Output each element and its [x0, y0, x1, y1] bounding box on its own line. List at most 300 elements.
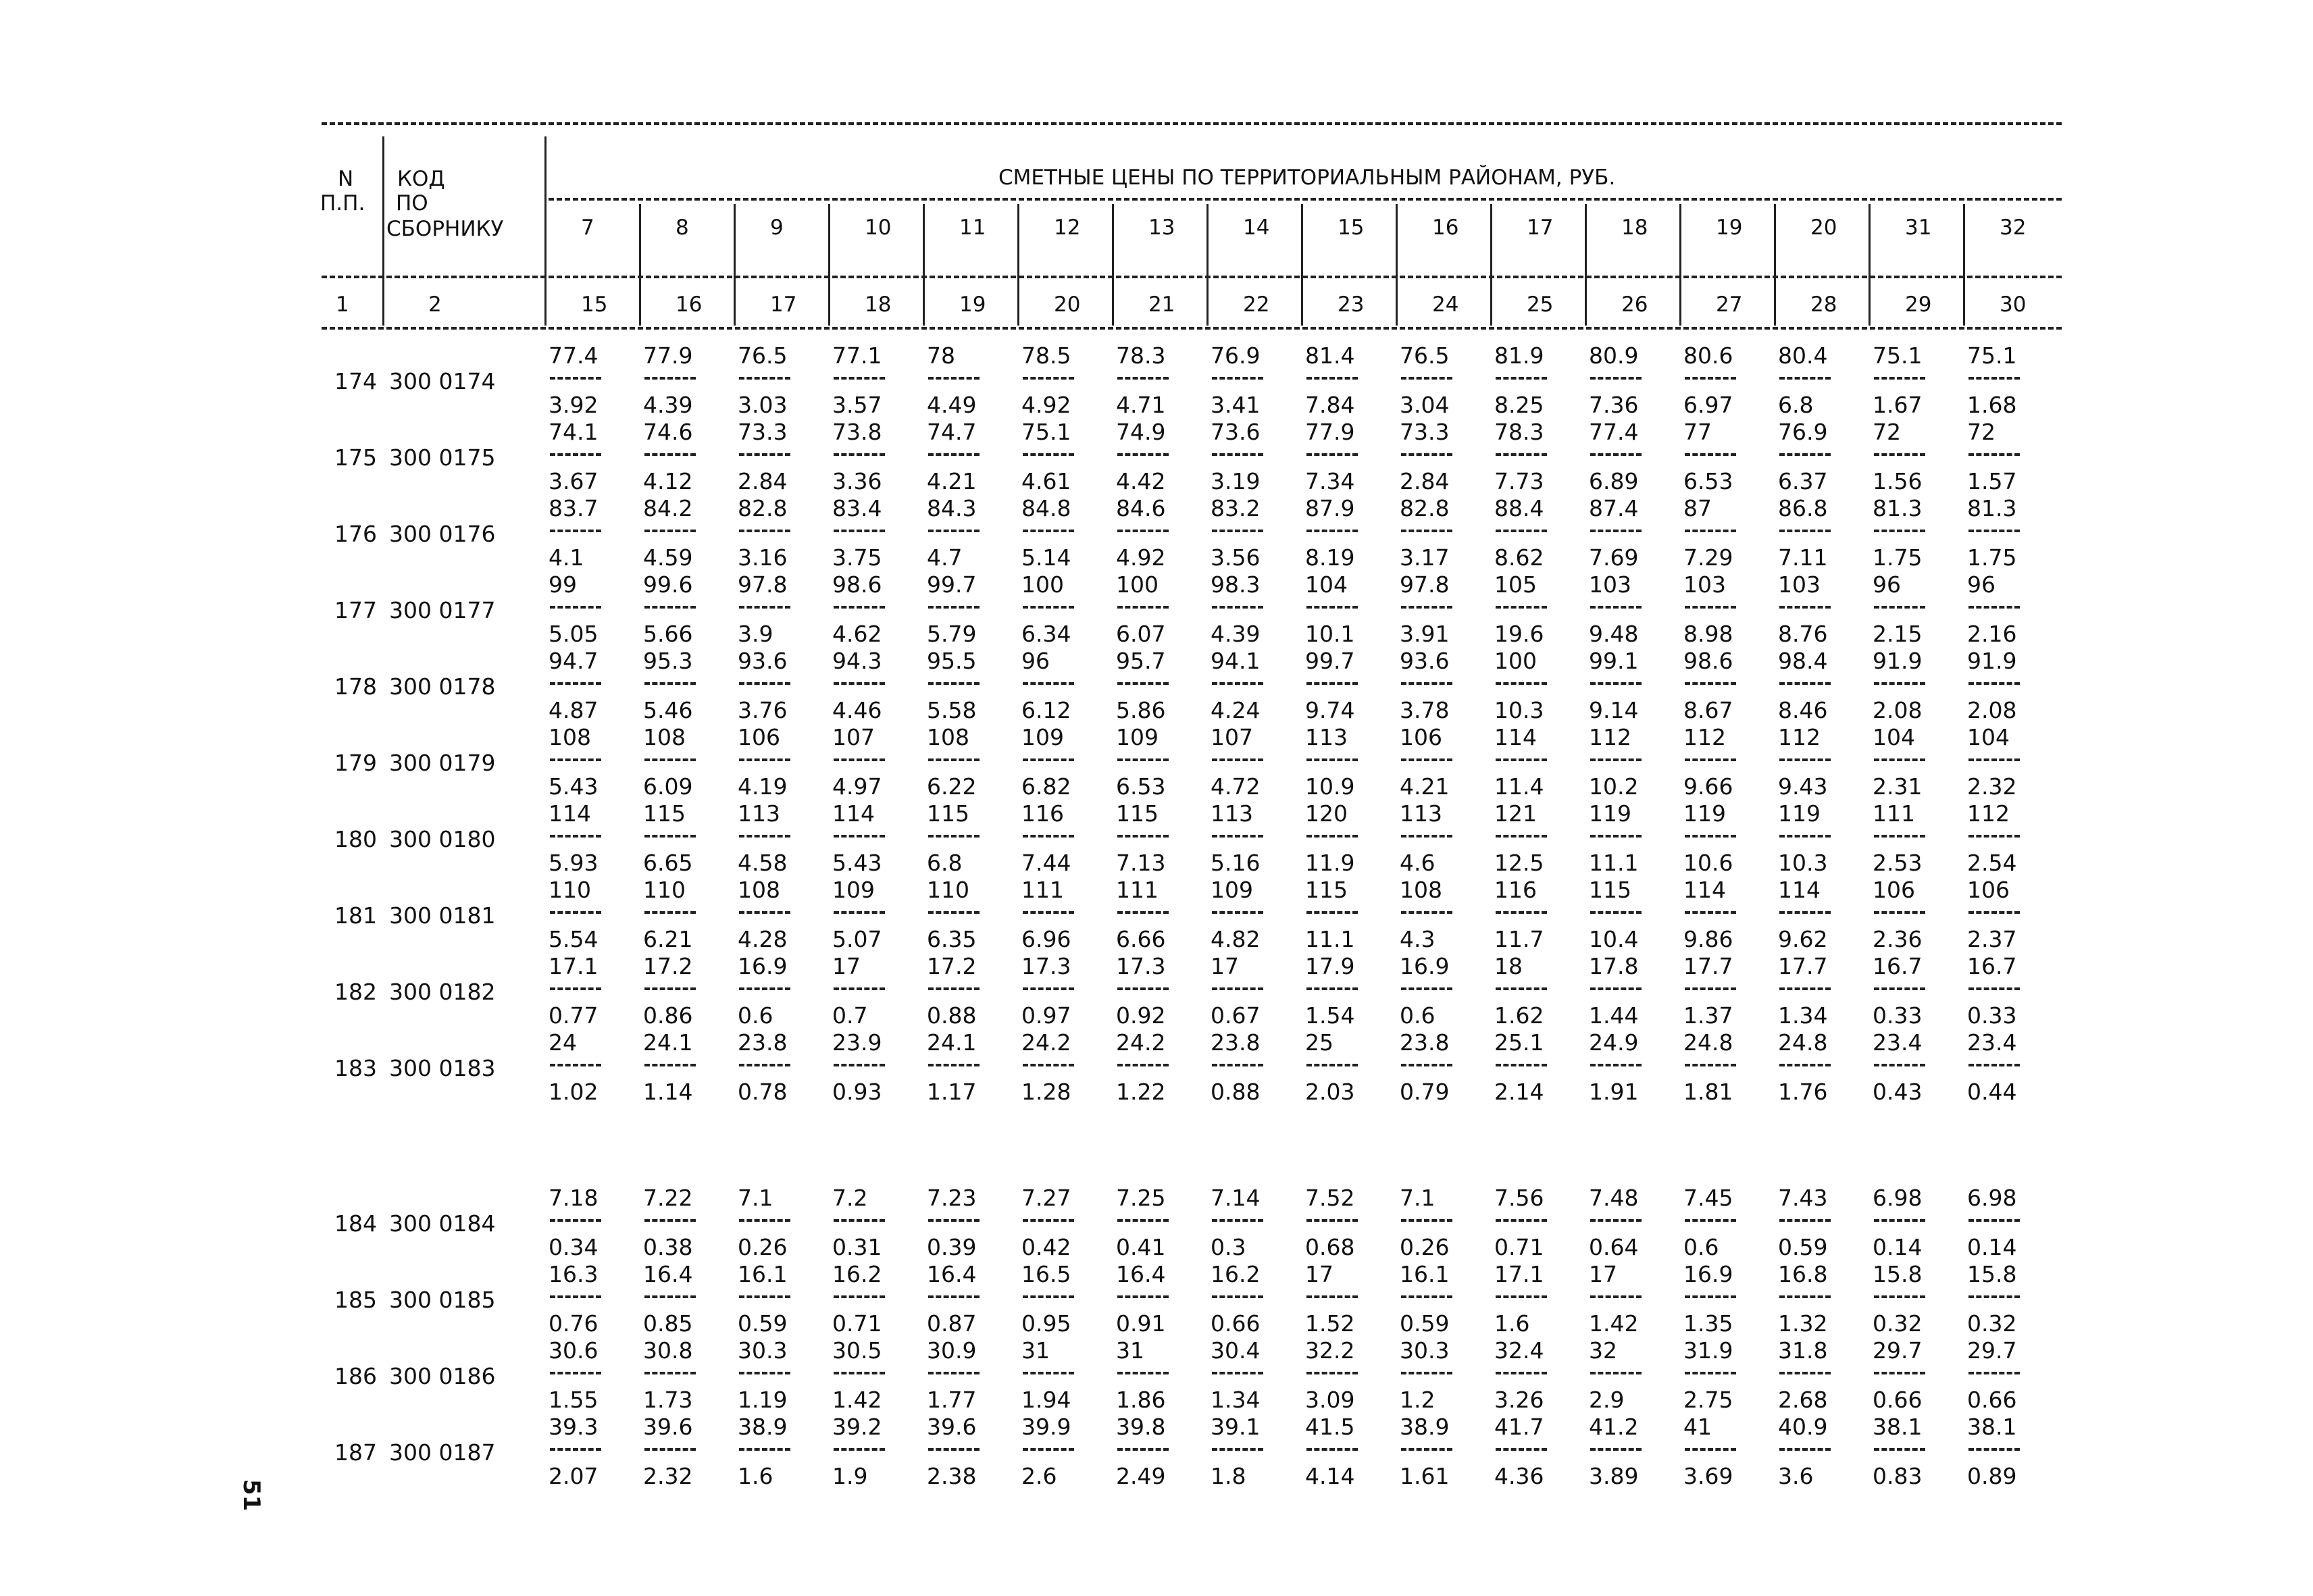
price-value-top: 94.3 — [832, 648, 882, 674]
price-value-bottom: 3.26 — [1494, 1387, 1544, 1413]
price-value-bottom: 1.68 — [1967, 392, 2017, 418]
fraction-line — [1685, 835, 1736, 838]
price-value-bottom: 7.34 — [1305, 468, 1355, 494]
price-value-bottom: 0.26 — [738, 1234, 788, 1260]
price-value-top: 83.7 — [549, 495, 599, 521]
price-value-top: 98.6 — [832, 571, 882, 598]
fraction-line — [1496, 1448, 1547, 1451]
fraction-line — [1306, 377, 1358, 380]
price-value-top: 23.4 — [1873, 1029, 1923, 1056]
price-value-bottom: 0.26 — [1400, 1234, 1450, 1260]
price-value-top: 7.52 — [1305, 1185, 1355, 1211]
fraction-line — [1117, 758, 1169, 761]
price-value-top: 99 — [549, 571, 577, 598]
price-value-bottom: 0.79 — [1400, 1079, 1450, 1105]
fraction-line — [1685, 377, 1736, 380]
price-value-bottom: 2.08 — [1873, 697, 1923, 723]
price-value-top: 115 — [927, 800, 969, 827]
price-value-bottom: 3.9 — [738, 621, 773, 647]
fraction-line — [1685, 606, 1736, 609]
fraction-line — [1212, 606, 1263, 609]
fraction-line — [644, 758, 696, 761]
price-value-bottom: 4.39 — [1211, 621, 1261, 647]
price-value-bottom: 2.49 — [1116, 1463, 1166, 1489]
price-value-top: 115 — [1116, 800, 1159, 827]
price-value-top: 7.23 — [927, 1185, 977, 1211]
district-col-number: 28 — [1810, 292, 1837, 317]
row-number: 183 — [334, 1055, 377, 1081]
fraction-line — [1117, 1372, 1169, 1374]
fraction-line — [1117, 835, 1169, 838]
price-value-bottom: 4.42 — [1116, 468, 1166, 494]
price-value-top: 98.3 — [1211, 571, 1261, 598]
price-value-bottom: 1.32 — [1778, 1310, 1828, 1337]
fraction-line — [1117, 1219, 1169, 1222]
fraction-line — [1496, 1295, 1547, 1298]
price-value-bottom: 0.59 — [1400, 1310, 1450, 1337]
price-value-bottom: 1.57 — [1967, 468, 2017, 494]
price-value-top: 30.5 — [832, 1337, 882, 1364]
price-value-bottom: 4.87 — [549, 697, 599, 723]
price-value-bottom: 5.07 — [832, 926, 882, 952]
price-value-top: 80.9 — [1589, 342, 1639, 369]
price-value-bottom: 6.96 — [1021, 926, 1071, 952]
fraction-line — [739, 1372, 790, 1374]
price-value-top: 86.8 — [1778, 495, 1828, 521]
price-value-bottom: 0.44 — [1967, 1079, 2017, 1105]
price-value-bottom: 0.64 — [1589, 1234, 1639, 1260]
fraction-line — [1496, 530, 1547, 532]
district-header: 10 — [865, 215, 892, 240]
fraction-line — [1874, 835, 1925, 838]
price-value-top: 31 — [1021, 1337, 1050, 1364]
price-value-bottom: 7.44 — [1021, 850, 1071, 876]
price-value-bottom: 1.62 — [1494, 1002, 1544, 1029]
price-value-bottom: 2.16 — [1967, 621, 2017, 647]
price-value-bottom: 1.75 — [1873, 544, 1923, 571]
price-value-top: 106 — [1400, 724, 1442, 750]
district-header: 16 — [1432, 215, 1459, 240]
col-number-1: 1 — [336, 292, 349, 317]
fraction-line — [834, 377, 885, 380]
price-value-bottom: 3.03 — [738, 392, 788, 418]
price-value-top: 17.7 — [1778, 953, 1828, 979]
price-value-bottom: 2.54 — [1967, 850, 2017, 876]
price-value-bottom: 1.81 — [1683, 1079, 1733, 1105]
price-value-top: 97.8 — [1400, 571, 1450, 598]
fraction-line — [1401, 835, 1452, 838]
price-value-top: 113 — [1211, 800, 1253, 827]
fraction-line — [550, 1219, 601, 1222]
price-value-bottom: 0.76 — [549, 1310, 599, 1337]
fraction-line — [928, 911, 980, 914]
fraction-line — [1023, 1064, 1074, 1066]
fraction-line — [1590, 1295, 1642, 1298]
price-value-bottom: 0.67 — [1211, 1002, 1261, 1029]
district-header: 9 — [770, 215, 784, 240]
price-value-bottom: 1.42 — [832, 1387, 882, 1413]
price-value-top: 76.9 — [1778, 419, 1828, 445]
price-value-top: 77.9 — [643, 342, 693, 369]
price-value-top: 73.6 — [1211, 419, 1261, 445]
fraction-line — [1212, 377, 1263, 380]
price-value-bottom: 6.8 — [927, 850, 963, 876]
price-value-bottom: 7.11 — [1778, 544, 1828, 571]
price-value-bottom: 1.34 — [1211, 1387, 1261, 1413]
price-value-bottom: 7.84 — [1305, 392, 1355, 418]
district-col-divider — [1112, 204, 1114, 326]
price-value-bottom: 3.69 — [1683, 1463, 1733, 1489]
price-value-bottom: 0.87 — [927, 1310, 977, 1337]
price-value-top: 7.2 — [832, 1185, 868, 1211]
price-value-top: 106 — [1873, 877, 1915, 903]
fraction-line — [1874, 606, 1925, 609]
price-value-bottom: 0.43 — [1873, 1079, 1923, 1105]
fraction-line — [1590, 911, 1642, 914]
fraction-line — [1968, 530, 2020, 532]
fraction-line — [1117, 911, 1169, 914]
price-value-bottom: 3.09 — [1305, 1387, 1355, 1413]
price-value-bottom: 0.31 — [832, 1234, 882, 1260]
district-col-number: 16 — [676, 292, 703, 317]
fraction-line — [1023, 1448, 1074, 1451]
fraction-line — [1496, 606, 1547, 609]
fraction-line — [1968, 987, 2020, 990]
price-value-bottom: 3.78 — [1400, 697, 1450, 723]
fraction-line — [550, 911, 601, 914]
price-value-top: 82.8 — [738, 495, 788, 521]
fraction-line — [1779, 682, 1831, 685]
fraction-line — [1306, 987, 1358, 990]
district-col-divider — [1869, 204, 1871, 326]
district-header: 8 — [676, 215, 689, 240]
price-value-top: 105 — [1494, 571, 1537, 598]
price-value-top: 7.48 — [1589, 1185, 1639, 1211]
fraction-line — [1779, 453, 1831, 456]
fraction-line — [550, 1448, 601, 1451]
price-value-bottom: 2.14 — [1494, 1079, 1544, 1105]
price-value-bottom: 4.3 — [1400, 926, 1435, 952]
price-value-top: 112 — [1778, 724, 1821, 750]
price-value-bottom: 11.4 — [1494, 773, 1544, 800]
price-value-bottom: 1.2 — [1400, 1387, 1435, 1413]
price-value-top: 16.4 — [1116, 1261, 1166, 1287]
price-value-bottom: 0.34 — [549, 1234, 599, 1260]
price-value-top: 31 — [1116, 1337, 1144, 1364]
price-value-top: 113 — [1305, 724, 1348, 750]
fraction-line — [1968, 377, 2020, 380]
price-value-bottom: 5.14 — [1021, 544, 1071, 571]
district-col-number: 15 — [581, 292, 608, 317]
fraction-line — [550, 1372, 601, 1374]
price-value-bottom: 3.6 — [1778, 1463, 1814, 1489]
fraction-line — [1306, 1372, 1358, 1374]
district-col-number: 29 — [1905, 292, 1932, 317]
fraction-line — [1306, 606, 1358, 609]
fraction-line — [1401, 1064, 1452, 1066]
fraction-line — [928, 453, 980, 456]
price-value-top: 116 — [1021, 800, 1064, 827]
price-value-bottom: 8.67 — [1683, 697, 1733, 723]
fraction-line — [1874, 453, 1925, 456]
fraction-line — [644, 1372, 696, 1374]
fraction-line — [834, 911, 885, 914]
price-value-top: 109 — [832, 877, 875, 903]
row-number: 182 — [334, 979, 377, 1005]
fraction-line — [644, 1295, 696, 1298]
price-value-bottom: 3.56 — [1211, 544, 1261, 571]
fraction-line — [928, 377, 980, 380]
price-value-bottom: 11.1 — [1589, 850, 1639, 876]
price-value-bottom: 4.58 — [738, 850, 788, 876]
price-value-top: 7.27 — [1021, 1185, 1071, 1211]
district-col-divider — [1490, 204, 1492, 326]
fraction-line — [644, 682, 696, 685]
fraction-line — [1779, 987, 1831, 990]
price-value-top: 108 — [1400, 877, 1442, 903]
price-value-top: 112 — [1683, 724, 1726, 750]
fraction-line — [739, 606, 790, 609]
row-number: 179 — [334, 750, 377, 776]
price-value-bottom: 1.67 — [1873, 392, 1923, 418]
price-value-bottom: 2.68 — [1778, 1387, 1828, 1413]
price-value-bottom: 0.6 — [738, 1002, 773, 1029]
fraction-line — [1968, 1372, 2020, 1374]
fraction-line — [834, 682, 885, 685]
price-value-top: 110 — [549, 877, 591, 903]
fraction-line — [1779, 1448, 1831, 1451]
price-value-top: 75.1 — [1021, 419, 1071, 445]
price-value-top: 32.4 — [1494, 1337, 1544, 1364]
fraction-line — [1874, 1372, 1925, 1374]
price-value-top: 108 — [927, 724, 969, 750]
district-col-number: 24 — [1432, 292, 1459, 317]
price-value-top: 24.8 — [1683, 1029, 1733, 1056]
price-value-bottom: 0.91 — [1116, 1310, 1166, 1337]
row-number: 181 — [334, 902, 377, 929]
group-title: СМЕТНЫЕ ЦЕНЫ ПО ТЕРРИТОРИАЛЬНЫМ РАЙОНАМ, РУБ. — [998, 165, 1616, 190]
price-value-bottom: 10.1 — [1305, 621, 1355, 647]
price-value-top: 114 — [549, 800, 591, 827]
price-value-bottom: 1.22 — [1116, 1079, 1166, 1105]
fraction-line — [834, 835, 885, 838]
district-col-number: 21 — [1148, 292, 1175, 317]
row-code: 300 0181 — [389, 902, 496, 929]
price-value-top: 16.9 — [738, 953, 788, 979]
district-header: 11 — [959, 215, 986, 240]
price-value-top: 84.3 — [927, 495, 977, 521]
fraction-line — [1779, 1295, 1831, 1298]
price-value-bottom: 9.43 — [1778, 773, 1828, 800]
row-number: 186 — [334, 1363, 377, 1389]
price-value-top: 16.2 — [1211, 1261, 1261, 1287]
price-value-top: 30.4 — [1211, 1337, 1261, 1364]
fraction-line — [1779, 911, 1831, 914]
price-value-top: 98.6 — [1683, 648, 1733, 674]
fraction-line — [1306, 682, 1358, 685]
price-value-bottom: 0.14 — [1967, 1234, 2017, 1260]
fraction-line — [1590, 453, 1642, 456]
fraction-line — [1306, 758, 1358, 761]
price-value-top: 18 — [1494, 953, 1523, 979]
price-value-bottom: 6.66 — [1116, 926, 1166, 952]
price-value-top: 100 — [1021, 571, 1064, 598]
fraction-line — [1117, 1295, 1169, 1298]
price-value-top: 23.8 — [1211, 1029, 1261, 1056]
fraction-line — [1117, 530, 1169, 532]
fraction-line — [1212, 835, 1263, 838]
row-code: 300 0184 — [389, 1210, 496, 1237]
fraction-line — [739, 682, 790, 685]
price-value-bottom: 9.14 — [1589, 697, 1639, 723]
price-value-bottom: 1.6 — [1494, 1310, 1530, 1337]
district-col-divider — [544, 204, 547, 326]
price-value-bottom: 8.25 — [1494, 392, 1544, 418]
price-value-top: 17.3 — [1021, 953, 1071, 979]
price-value-bottom: 4.61 — [1021, 468, 1071, 494]
price-value-top: 109 — [1116, 724, 1159, 750]
col-code-line3: СБОРНИКУ — [386, 217, 504, 241]
fraction-line — [1496, 911, 1547, 914]
district-col-number: 27 — [1716, 292, 1743, 317]
price-value-bottom: 4.92 — [1116, 544, 1166, 571]
fraction-line — [1401, 453, 1452, 456]
fraction-line — [1023, 835, 1074, 838]
price-value-top: 95.3 — [643, 648, 693, 674]
fraction-line — [928, 758, 980, 761]
district-col-divider — [828, 204, 830, 326]
price-value-bottom: 0.66 — [1873, 1387, 1923, 1413]
price-value-bottom: 0.38 — [643, 1234, 693, 1260]
price-value-bottom: 11.1 — [1305, 926, 1355, 952]
price-value-top: 16.9 — [1683, 1261, 1733, 1287]
price-value-top: 111 — [1873, 800, 1915, 827]
district-col-divider — [1396, 204, 1398, 326]
price-value-bottom: 1.52 — [1305, 1310, 1355, 1337]
price-value-top: 17.7 — [1683, 953, 1733, 979]
price-value-top: 39.6 — [643, 1414, 693, 1440]
fraction-line — [1968, 1219, 2020, 1222]
price-value-top: 112 — [1589, 724, 1631, 750]
price-value-bottom: 1.34 — [1778, 1002, 1828, 1029]
price-value-top: 108 — [738, 877, 780, 903]
price-value-bottom: 9.66 — [1683, 773, 1733, 800]
price-value-bottom: 0.41 — [1116, 1234, 1166, 1260]
fraction-line — [1212, 987, 1263, 990]
fraction-line — [1874, 1448, 1925, 1451]
fraction-line — [1023, 1295, 1074, 1298]
price-value-top: 7.45 — [1683, 1185, 1733, 1211]
price-value-top: 78.3 — [1116, 342, 1166, 369]
fraction-line — [550, 987, 601, 990]
fraction-line — [1590, 1064, 1642, 1066]
district-col-number: 20 — [1054, 292, 1081, 317]
price-value-bottom: 0.92 — [1116, 1002, 1166, 1029]
price-value-bottom: 3.91 — [1400, 621, 1450, 647]
row-number: 185 — [334, 1287, 377, 1313]
price-value-top: 39.9 — [1021, 1414, 1071, 1440]
fraction-line — [1874, 758, 1925, 761]
row-code: 300 0179 — [389, 750, 496, 776]
price-value-bottom: 4.36 — [1494, 1463, 1544, 1489]
fraction-line — [1401, 530, 1452, 532]
price-value-bottom: 1.35 — [1683, 1310, 1733, 1337]
price-value-top: 82.8 — [1400, 495, 1450, 521]
fraction-line — [1496, 987, 1547, 990]
fraction-line — [928, 530, 980, 532]
fraction-line — [1874, 682, 1925, 685]
price-value-bottom: 2.03 — [1305, 1079, 1355, 1105]
price-value-top: 24.2 — [1021, 1029, 1071, 1056]
price-value-top: 7.18 — [549, 1185, 599, 1211]
fraction-line — [1874, 530, 1925, 532]
fraction-line — [1401, 1448, 1452, 1451]
col-code-line1: КОД — [397, 167, 445, 191]
fraction-line — [739, 453, 790, 456]
fraction-line — [1779, 606, 1831, 609]
price-value-top: 16.9 — [1400, 953, 1450, 979]
price-value-top: 7.14 — [1211, 1185, 1261, 1211]
price-value-bottom: 6.09 — [643, 773, 693, 800]
price-value-bottom: 2.53 — [1873, 850, 1923, 876]
price-value-bottom: 8.62 — [1494, 544, 1544, 571]
price-value-top: 77.4 — [1589, 419, 1639, 445]
price-value-top: 78.3 — [1494, 419, 1544, 445]
price-value-top: 73.8 — [832, 419, 882, 445]
row-number: 175 — [334, 444, 377, 471]
price-value-top: 100 — [1116, 571, 1159, 598]
price-value-bottom: 6.12 — [1021, 697, 1071, 723]
fraction-line — [1685, 987, 1736, 990]
price-value-top: 17 — [1589, 1261, 1617, 1287]
price-value-bottom: 3.92 — [549, 392, 599, 418]
price-value-top: 38.1 — [1873, 1414, 1923, 1440]
price-value-top: 100 — [1494, 648, 1537, 674]
price-value-top: 25 — [1305, 1029, 1333, 1056]
fraction-line — [1306, 1064, 1358, 1066]
fraction-line — [1779, 758, 1831, 761]
fraction-line — [1023, 377, 1074, 380]
fraction-line — [1968, 1064, 2020, 1066]
district-header: 12 — [1054, 215, 1081, 240]
fraction-line — [834, 530, 885, 532]
price-value-bottom: 5.79 — [927, 621, 977, 647]
price-value-bottom: 3.16 — [738, 544, 788, 571]
fraction-line — [1685, 1448, 1736, 1451]
price-value-bottom: 2.84 — [738, 468, 788, 494]
price-value-top: 103 — [1589, 571, 1631, 598]
price-value-bottom: 3.17 — [1400, 544, 1450, 571]
fraction-line — [644, 606, 696, 609]
price-value-top: 96 — [1967, 571, 1996, 598]
district-col-number: 30 — [2000, 292, 2027, 317]
fraction-line — [1023, 453, 1074, 456]
price-value-bottom: 5.43 — [549, 773, 599, 800]
fraction-line — [1968, 1295, 2020, 1298]
price-value-top: 72 — [1967, 419, 1996, 445]
price-value-top: 38.1 — [1967, 1414, 2017, 1440]
price-value-top: 41 — [1683, 1414, 1712, 1440]
fraction-line — [1685, 1372, 1736, 1374]
district-header: 20 — [1810, 215, 1837, 240]
price-value-bottom: 0.32 — [1873, 1310, 1923, 1337]
price-value-bottom: 0.42 — [1021, 1234, 1071, 1260]
price-value-top: 39.6 — [927, 1414, 977, 1440]
fraction-line — [1496, 1219, 1547, 1222]
fraction-line — [1968, 606, 2020, 609]
row-number: 180 — [334, 826, 377, 852]
price-value-bottom: 3.75 — [832, 544, 882, 571]
